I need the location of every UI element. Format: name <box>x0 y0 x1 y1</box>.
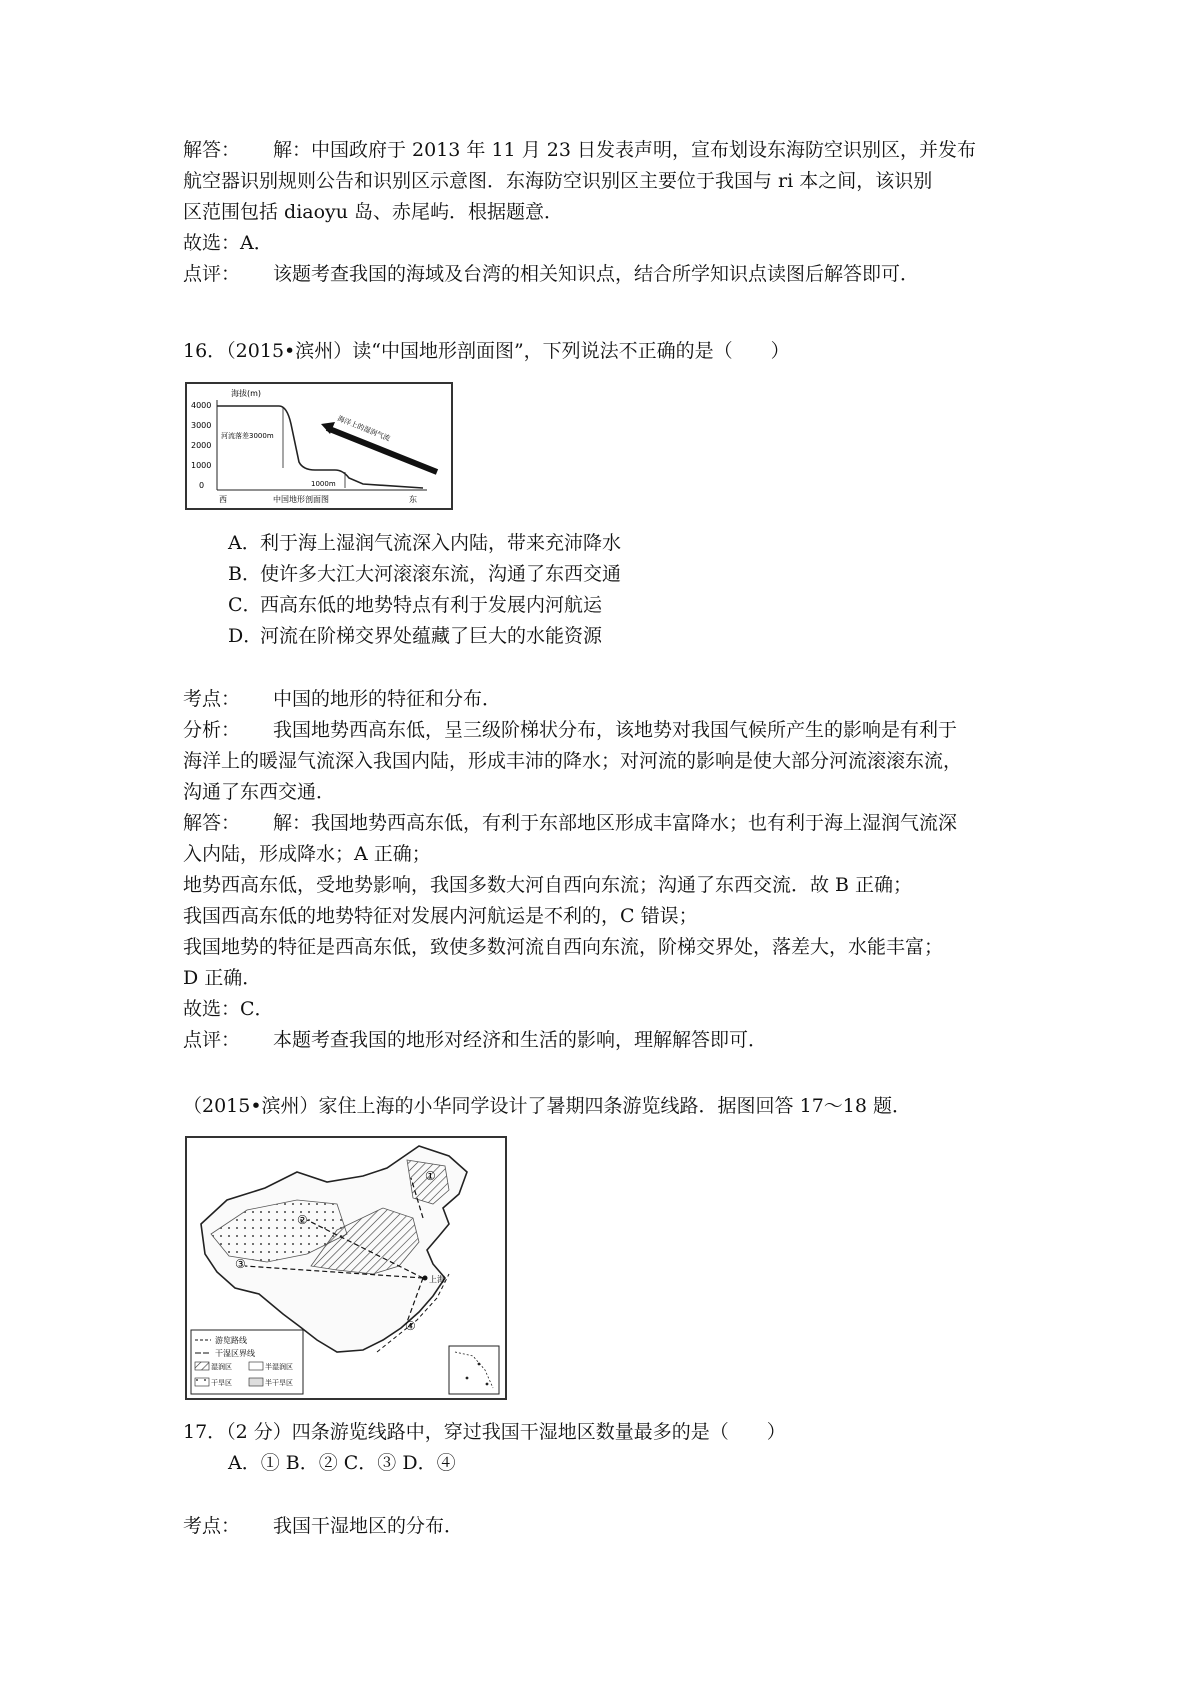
comment-line: 点评： 该题考查我国的海域及台湾的相关知识点，结合所学知识点读图后解答即可． <box>183 263 920 285</box>
question-stem: 17．（2 分）四条游览线路中，穿过我国干湿地区数量最多的是（ ） <box>183 1421 786 1443</box>
legend-item: 湿润区 <box>211 1363 232 1371</box>
kaodian-label: 考点： <box>183 688 241 710</box>
shanghai-dot <box>423 1276 428 1281</box>
shanghai-label: 上海 <box>429 1275 445 1284</box>
comment-label: 点评： <box>183 1029 241 1051</box>
route-marker: ① <box>425 1169 436 1183</box>
kaodian-line: 考点： 我国干湿地区的分布． <box>183 1515 464 1537</box>
answer-line: 区范围包括 diaoyu 岛、赤尾屿．根据题意． <box>183 201 564 223</box>
analysis-line: 沟通了东西交通． <box>183 781 336 803</box>
answer-line: 地势西高东低，受地势影响，我国多数大河自西向东流；沟通了东西交流．故 B 正确； <box>183 874 913 896</box>
terrain-profile-figure <box>185 382 453 510</box>
legend-item: 干湿区界线 <box>215 1349 255 1358</box>
west-label: 西 <box>219 495 227 504</box>
legend-item: 半湿润区 <box>265 1363 293 1371</box>
option-d: D．河流在阶梯交界处蕴藏了巨大的水能资源 <box>228 625 603 647</box>
option-row: A．① B．② C．③ D．④ <box>228 1452 456 1474</box>
y-tick: 1000 <box>191 461 212 470</box>
comment-line: 点评： 本题考查我国的地形对经济和生活的影响，理解解答即可． <box>183 1029 768 1051</box>
option-c: C．西高东低的地势特点有利于发展内河航运 <box>228 594 603 616</box>
analysis-line: 分析： 我国地势西高东低，呈三级阶梯状分布，该地势对我国气候所产生的影响是有利于 <box>183 719 958 741</box>
east-label: 东 <box>409 495 417 504</box>
answer-line: 解答： 解：我国地势西高东低，有利于东部地区形成丰富降水；也有利于海上湿润气流深 <box>183 812 958 834</box>
route-map-graphic <box>187 1138 505 1398</box>
choice-line: 故选：C． <box>183 998 274 1020</box>
china-route-map <box>185 1136 507 1400</box>
answer-line: 我国西高东低的地势特征对发展内河航运是不利的，C 错误； <box>183 905 698 927</box>
option-a: A．利于海上湿润气流深入内陆，带来充沛降水 <box>228 532 622 554</box>
answer-label: 解答： <box>183 812 241 834</box>
airflow-label: 海洋上的湿润气流 <box>336 414 392 443</box>
kaodian-line: 考点： 中国的地形的特征和分布． <box>183 688 502 710</box>
route-marker: ③ <box>235 1257 246 1271</box>
y-axis-title: 海拔(m) <box>231 389 262 398</box>
answer-line: 解答： 解：中国政府于 2013 年 11 月 23 日发表声明，宣布划设东海防空识别区，并发布 <box>183 139 976 161</box>
y-tick: 3000 <box>191 421 212 430</box>
legend-item: 游览路线 <box>215 1336 247 1345</box>
kaodian-label: 考点： <box>183 1515 241 1537</box>
answer-line: D 正确． <box>183 967 262 989</box>
option-b: B．使许多大江大河滚滚东流，沟通了东西交通 <box>228 563 622 585</box>
answer-line: 我国地势的特征是西高东低，致使多数河流自西向东流，阶梯交界处，落差大，水能丰富； <box>183 936 944 958</box>
y-tick: 4000 <box>191 401 212 410</box>
answer-line: 航空器识别规则公告和识别区示意图．东海防空识别区主要位于我国与 ri 本之间，该识别 <box>183 170 933 192</box>
terrain-profile-chart <box>187 384 451 508</box>
drop-label: 1000m <box>311 480 336 488</box>
analysis-label: 分析： <box>183 719 241 741</box>
answer-label: 解答： <box>183 139 241 161</box>
analysis-line: 海洋上的暖湿气流深入我国内陆，形成丰沛的降水；对河流的影响是使大部分河流滚滚东流， <box>183 750 963 772</box>
answer-line: 入内陆，形成降水；A 正确； <box>183 843 431 865</box>
y-tick: 2000 <box>191 441 212 450</box>
comment-label: 点评： <box>183 263 241 285</box>
south-china-sea-inset <box>449 1346 499 1394</box>
legend-item: 半干旱区 <box>265 1379 293 1387</box>
group-intro: （2015•滨州）家住上海的小华同学设计了暑期四条游览线路．据图回答 17～18 题． <box>183 1095 911 1117</box>
legend-item: 干旱区 <box>211 1379 232 1387</box>
drop-label: 河流落差3000m <box>221 432 274 440</box>
route-marker: ④ <box>405 1319 416 1333</box>
terrain-profile-line <box>217 406 423 488</box>
y-tick: 0 <box>199 481 205 490</box>
figure-caption: 中国地形剖面图 <box>273 495 329 504</box>
route-marker: ② <box>297 1213 308 1227</box>
question-stem: 16．（2015•滨州）读“中国地形剖面图”，下列说法不正确的是（ ） <box>183 340 790 362</box>
choice-line: 故选：A． <box>183 232 273 254</box>
